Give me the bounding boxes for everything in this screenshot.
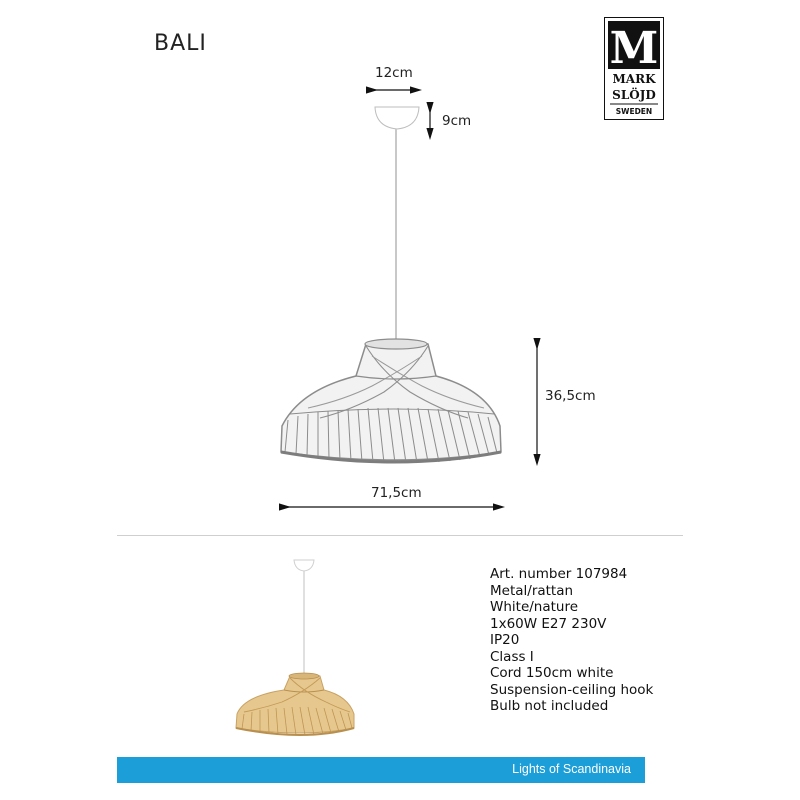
shade-height-label: 36,5cm xyxy=(545,388,596,404)
logo-line1: MARK xyxy=(612,72,656,86)
logo-line2: SLÖJD xyxy=(612,88,656,102)
spec-material: Metal/rattan xyxy=(490,582,574,599)
shade-width-label: 71,5cm xyxy=(371,485,422,501)
grey-rattan-shade xyxy=(281,339,501,463)
spec-bulb-note: Bulb not included xyxy=(490,698,609,714)
section-divider xyxy=(117,535,683,536)
logo-line3: SWEDEN xyxy=(615,107,653,116)
spec-mounting: Suspension-ceiling hook xyxy=(490,681,654,698)
photo-canopy xyxy=(294,560,314,571)
spec-list xyxy=(490,566,653,715)
canopy-height-label: 9cm xyxy=(442,113,472,129)
logo-monogram: M xyxy=(609,23,659,74)
spec-article-number: Art. number 107984 xyxy=(490,566,628,582)
photo-rattan-shade xyxy=(236,673,354,735)
spec-ip-rating: IP20 xyxy=(490,632,520,648)
footer-banner xyxy=(117,757,645,783)
canopy-width-label: 12cm xyxy=(375,65,413,81)
spec-class: Class I xyxy=(490,648,534,665)
footer-text: Lights of Scandinavia xyxy=(512,762,631,776)
spec-color: White/nature xyxy=(490,599,579,615)
product-title: BALI xyxy=(154,31,207,56)
spec-bulb: 1x60W E27 230V xyxy=(490,615,607,632)
product-photo xyxy=(234,552,374,742)
spec-cord: Cord 150cm white xyxy=(490,665,614,681)
ceiling-canopy xyxy=(375,107,419,129)
